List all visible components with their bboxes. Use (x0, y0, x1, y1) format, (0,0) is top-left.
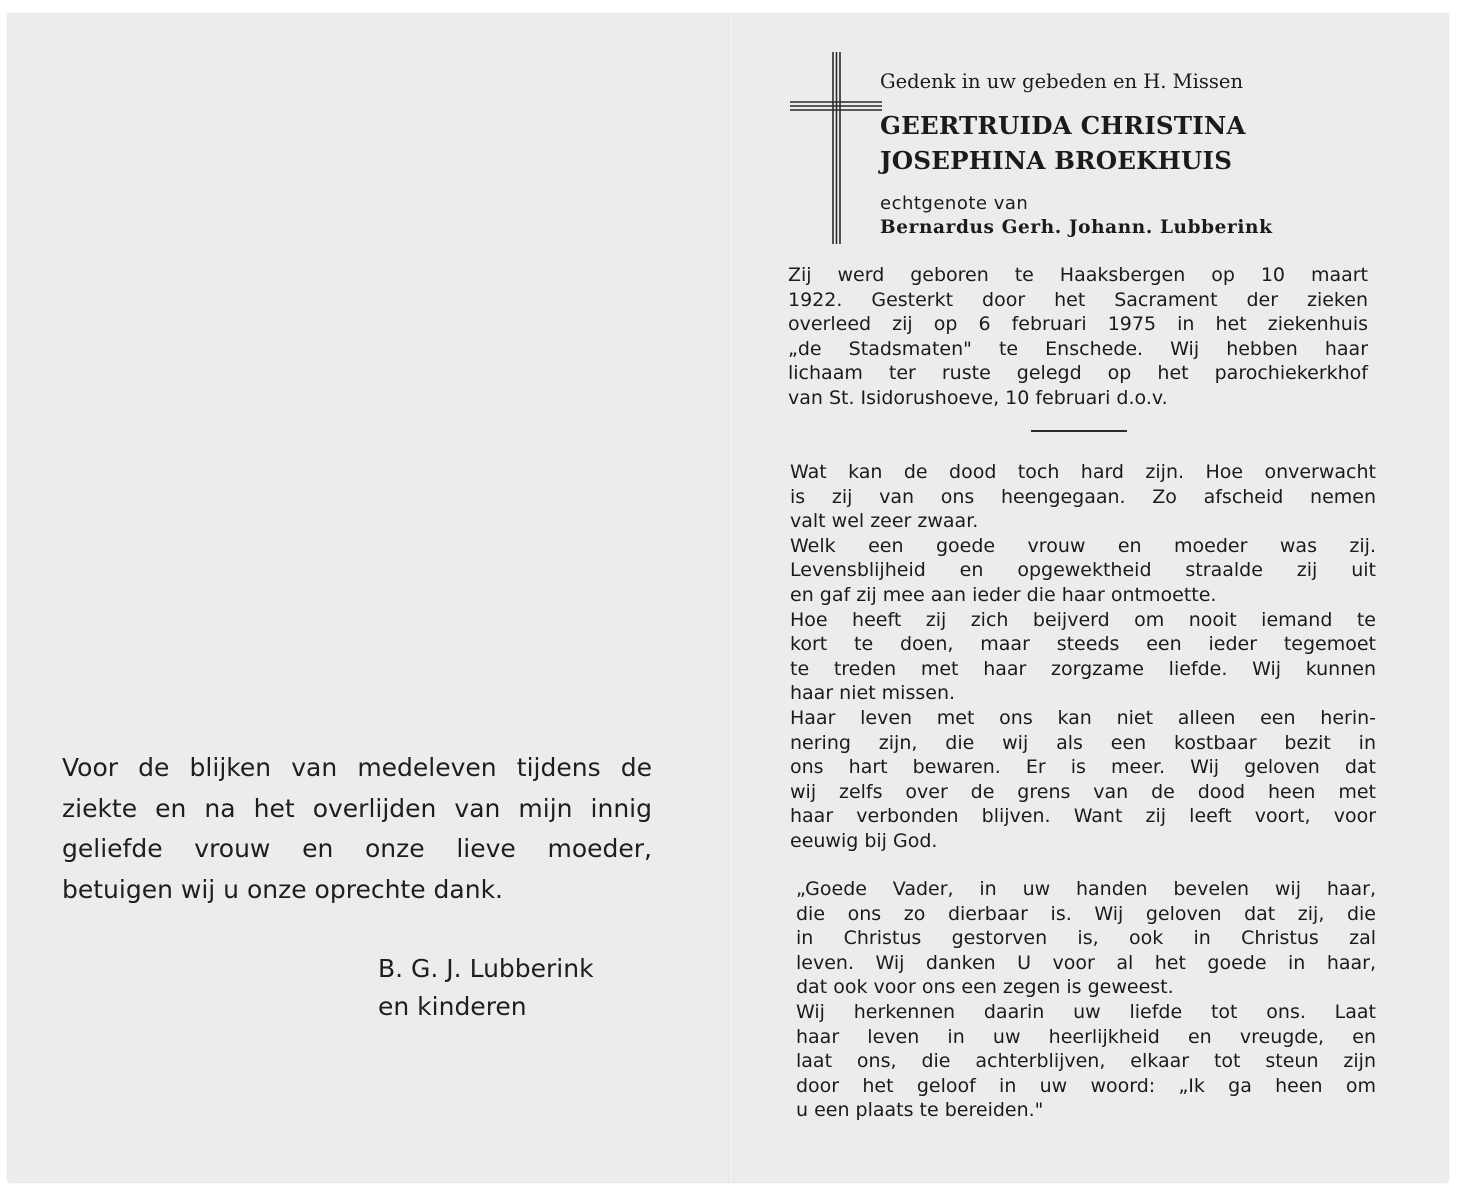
birth-line: lichaam ter ruste gelegd op het parochiekerkhof (788, 362, 1368, 385)
remembrance-intro: Gedenk in uw gebeden en H. Missen (880, 70, 1243, 93)
tribute-line: is zij van ons heengegaan. Zo afscheid nemen (790, 485, 1376, 508)
spouse-name: Bernardus Gerh. Johann. Lubberink (880, 217, 1273, 238)
thanks-text: Voor de blijken van medeleven tijdens de ziekte en na het overlijden van mijn innig geliefde vrouw en onze lieve moeder, betuigen wij u onze oprechte dank. (62, 753, 652, 904)
tribute-line: ons hart bewaren. Er is meer. Wij geloven dat (790, 756, 1376, 779)
prayer-line: laat ons, die achterblijven, elkaar tot steun zijn (796, 1050, 1376, 1073)
tribute-line: kort te doen, maar steeds een ieder tegemoet (790, 633, 1376, 656)
deceased-header (880, 68, 1272, 240)
prayer-line: leven. Wij danken U voor al het goede in haar, (796, 951, 1376, 974)
birth-line: overleed zij op 6 februari 1975 in het ziekenhuis (788, 313, 1368, 336)
prayer-line: die ons zo dierbaar is. Wij geloven dat zij, die (796, 902, 1376, 925)
prayer-line: in Christus gestorven is, ook in Christus zal (796, 927, 1376, 950)
deceased-name-line2: JOSEPHINA BROEKHUIS (880, 146, 1233, 175)
spouse-label: echtgenote van (880, 193, 1029, 214)
left-panel (8, 14, 728, 1182)
tribute-line: en gaf zij mee aan ieder die haar ontmoette. (790, 583, 1217, 606)
prayer-line: „Goede Vader, in uw handen bevelen wij haar, (796, 878, 1376, 900)
deceased-name-line1: GEERTRUIDA CHRISTINA (880, 111, 1246, 140)
prayer-line: haar leven in uw heerlijkheid en vreugde, en (796, 1025, 1376, 1048)
tribute-line: valt wel zeer zwaar. (790, 510, 979, 533)
signature-name: B. G. J. Lubberink (378, 954, 594, 983)
tribute-line: haar niet missen. (790, 682, 956, 705)
tribute-line: haar verbonden blijven. Want zij leeft voort, voor (790, 805, 1376, 828)
prayer-line: dat ook voor ons een zegen is geweest. (796, 976, 1174, 999)
birth-line: 1922. Gesterkt door het Sacrament der zieken (788, 288, 1368, 311)
section-divider (1031, 430, 1127, 432)
tribute-line: Wat kan de dood toch hard zijn. Hoe onverwacht (790, 461, 1376, 483)
prayer-line: u een plaats te bereiden." (796, 1099, 1044, 1122)
tribute-line: Welk een goede vrouw en moeder was zij. (790, 534, 1376, 557)
tribute-line: Levensblijheid en opgewektheid straalde zij uit (790, 559, 1376, 582)
tribute-line: Haar leven met ons kan niet alleen een herin- (790, 706, 1376, 729)
prayer-paragraph (796, 877, 1376, 1123)
tribute-paragraph (790, 460, 1376, 854)
signature-family: en kinderen (378, 992, 527, 1021)
right-panel (734, 14, 1448, 1182)
tribute-line: nering zijn, die wij als een kostbaar bezit in (790, 731, 1376, 754)
memorial-card (8, 14, 1448, 1182)
birth-line: van St. Isidorushoeve, 10 februari d.o.v. (788, 386, 1168, 409)
prayer-line: door het geloof in uw woord: „Ik ga heen om (796, 1074, 1376, 1097)
birth-line: „de Stadsmaten" te Enschede. Wij hebben haar (788, 337, 1368, 360)
signature (378, 950, 594, 1026)
tribute-line: te treden met haar zorgzame liefde. Wij kunnen (790, 657, 1376, 680)
tribute-line: Hoe heeft zij zich beijverd om nooit iemand te (790, 608, 1376, 631)
birth-line: Zij werd geboren te Haaksbergen op 10 maart (788, 264, 1368, 286)
tribute-line: eeuwig bij God. (790, 829, 938, 852)
tribute-line: wij zelfs over de grens van de dood heen met (790, 780, 1376, 803)
cross-icon (790, 52, 882, 244)
prayer-line: Wij herkennen daarin uw liefde tot ons. Laat (796, 1000, 1376, 1023)
birth-paragraph (788, 263, 1368, 411)
